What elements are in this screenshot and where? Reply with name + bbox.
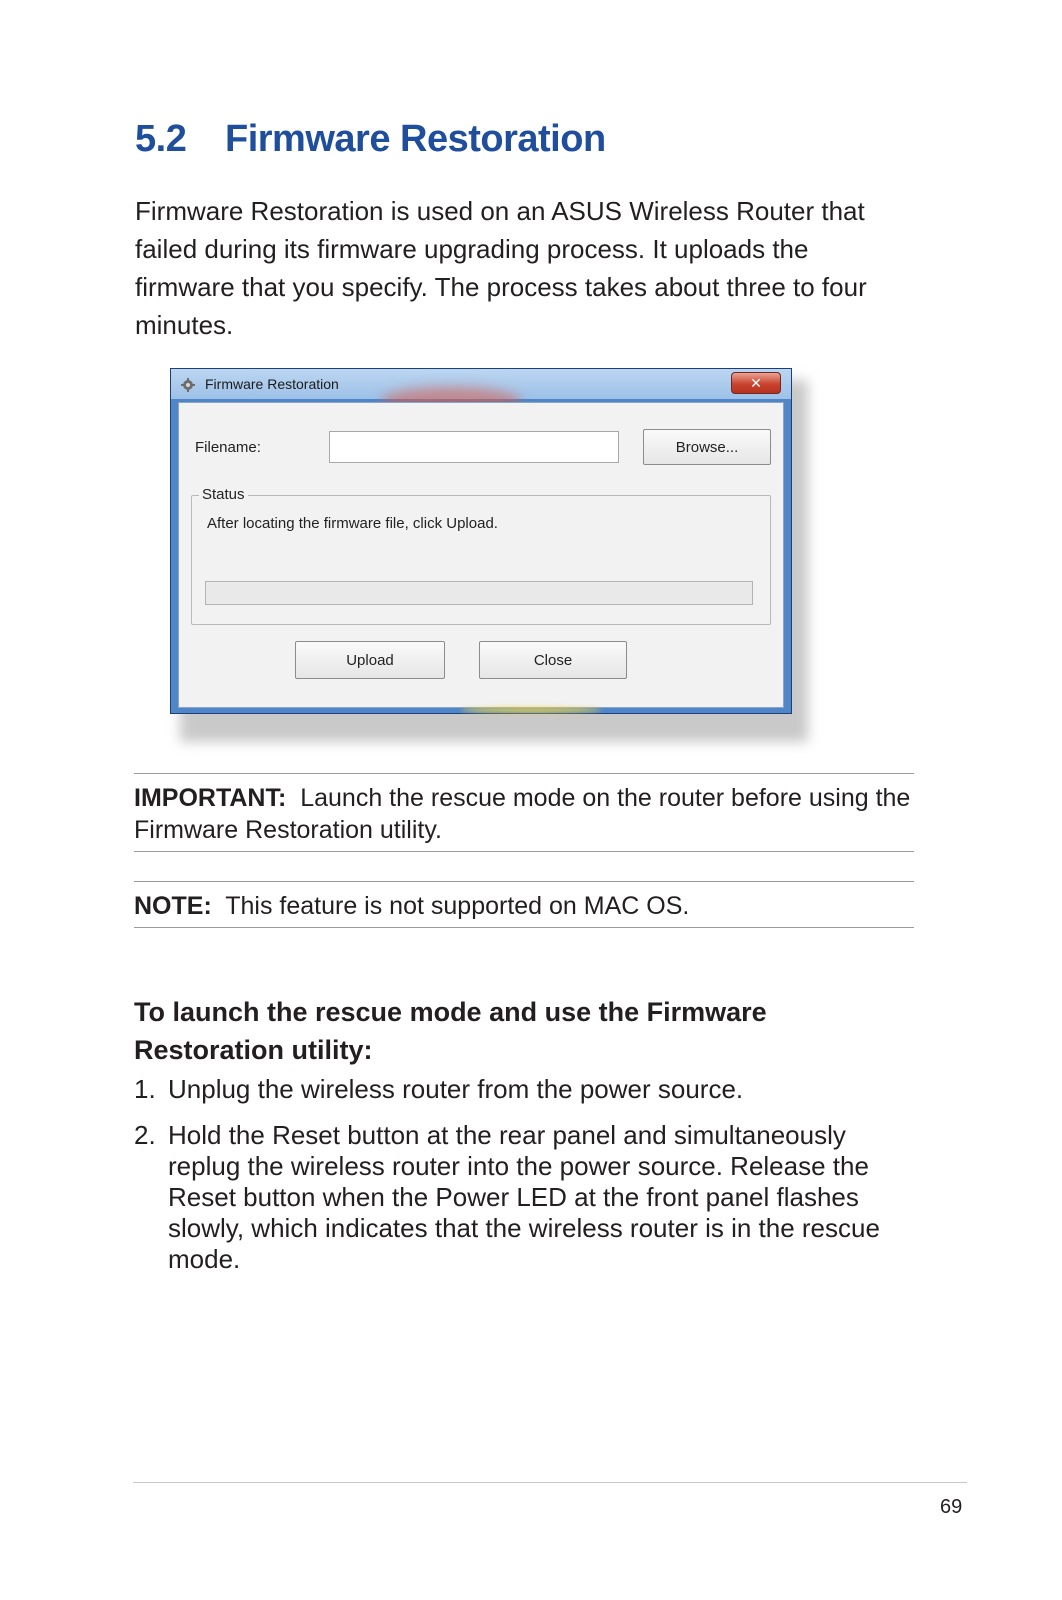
section-title-text: Firmware Restoration [225,118,606,160]
status-label: Status [199,486,248,503]
status-text: After locating the firmware file, click Upload. [207,515,498,532]
step-number: 1. [134,1074,156,1104]
step-text: Hold the Reset button at the rear panel and simultaneously replug the wireless router into the power source. Release the Reset button when the Power LED at the front panel flashes slowly, which indicates that the wireless router is in the rescue mode. [168,1120,880,1274]
close-button[interactable]: Close [479,641,627,679]
dialog-body [178,402,784,708]
note-label: NOTE: [134,892,212,920]
note-top-rule [134,881,914,882]
list-item [134,1074,914,1105]
firmware-restoration-dialog [170,368,792,714]
page-number: 69 [940,1496,963,1518]
upload-progress-bar [205,581,753,605]
close-icon[interactable]: ✕ [731,372,781,394]
frame-highlight [461,707,601,713]
dialog-titlebar[interactable] [171,369,791,399]
note-text: This feature is not supported on MAC OS. [225,892,690,920]
note [134,890,914,922]
step-text: Unplug the wireless router from the power source. [168,1074,744,1104]
browse-button[interactable]: Browse... [643,429,771,465]
list-item [134,1120,914,1275]
important-note [134,782,914,846]
important-top-rule [134,773,914,774]
footer-rule [133,1482,967,1483]
note-bottom-rule [134,927,914,928]
procedure-steps [134,1074,914,1290]
important-text: Launch the rescue mode on the router before using the Firmware Restoration utility. [134,784,911,844]
section-number: 5.2 [135,118,187,160]
upload-button[interactable]: Upload [295,641,445,679]
filename-label: Filename: [195,439,261,456]
procedure-heading: To launch the rescue mode and use the Firmware Restoration utility: [134,997,767,1065]
important-label: IMPORTANT: [134,784,287,812]
dialog-title: Firmware Restoration [205,376,339,392]
step-number: 2. [134,1120,156,1150]
intro-paragraph: Firmware Restoration is used on an ASUS Wireless Router that failed during its firmware upgrading process. It uploads the firmware that you specify. The process takes about three to four minutes. [135,196,867,340]
important-bottom-rule [134,851,914,852]
section-title [135,118,606,161]
filename-input[interactable] [329,431,619,463]
app-icon [181,378,195,392]
